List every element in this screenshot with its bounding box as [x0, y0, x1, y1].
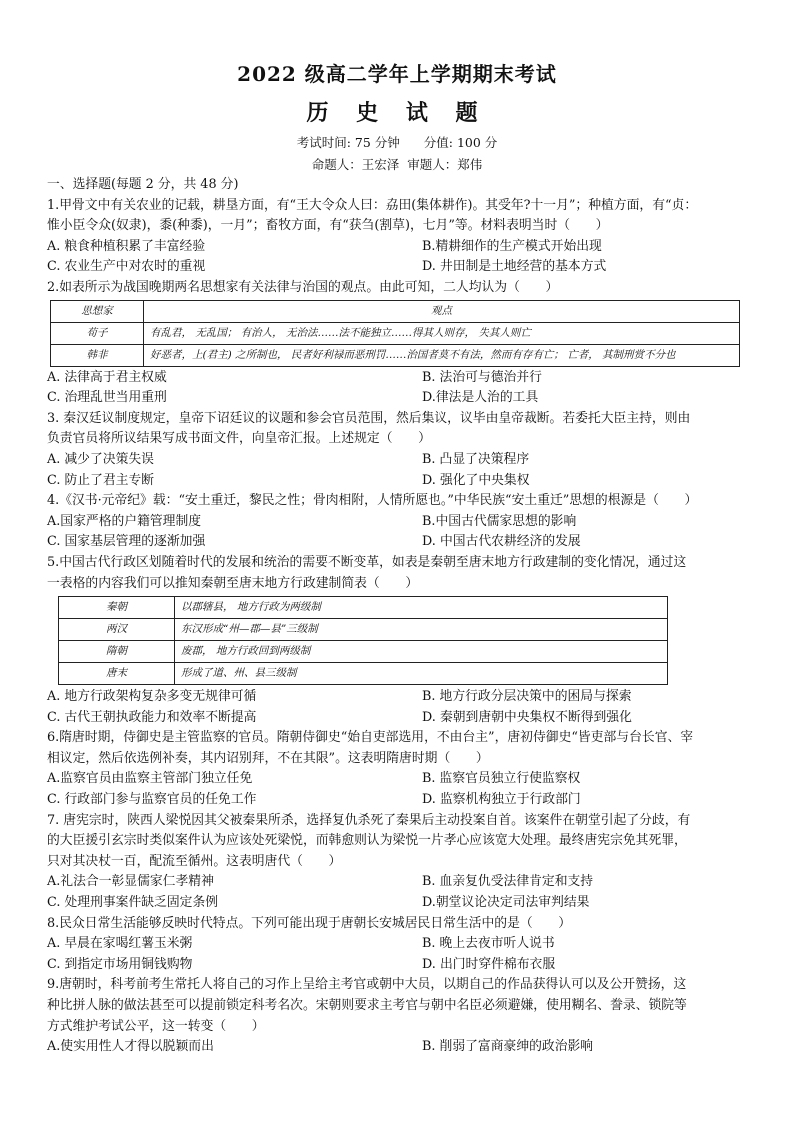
exam-title: 2022 级高二学年上学期期末考试: [237, 62, 557, 86]
option-d: D. 监察机构独立于行政部门: [422, 792, 581, 808]
options: [47, 1037, 747, 1058]
section-heading: 一、选择题(每题 2 分，共 48 分): [47, 177, 239, 192]
desc-cell: 废郡， 地方行政回到两级制: [175, 641, 668, 663]
era-cell: 两汉: [59, 619, 175, 641]
question-1: [47, 196, 747, 278]
option-c: C. 古代王朝执政能力和效率不断提高: [47, 709, 257, 725]
question-stem-line: 一表格的内容我们可以推知秦朝至唐末地方行政建制简表（ ）: [47, 575, 419, 591]
desc-cell: 东汉形成“州—郡—县”三级制: [175, 619, 668, 641]
question-stem-line: 种比拼人脉的做法甚至可以提前锁定科考名次。宋朝则要求主考官与朝中名臣必须避嫌，使用糊名、誊录、锁院等: [47, 998, 687, 1013]
option-a: A.监察官员由监察主管部门独立任免: [47, 771, 253, 787]
option-b: B. 地方行政分层决策中的困局与探索: [422, 689, 632, 705]
option-a: A. 地方行政架构复杂多变无规律可循: [47, 689, 257, 705]
question-stem-line: 的大臣援引玄宗时类似案件认为应该处死梁悦，而韩愈则认为梁悦一片孝心应该宽大处理。最终唐宪宗免其死罪，: [47, 833, 687, 849]
option-a: A. 早晨在家喝红薯玉米粥: [47, 936, 193, 952]
question-3: [47, 409, 747, 491]
option-c: C. 农业生产中对农时的重视: [47, 259, 206, 275]
question-stem-line: 相议定，然后依选例补奏，其内诏别拜，不在其限”。这表明隋唐时期（ ）: [47, 750, 489, 766]
question-stem-line: 方式维护考试公平，这一转变（ ）: [47, 1018, 265, 1034]
thinkers-table: [50, 300, 740, 367]
option-b: B. 法治可与德治并行: [422, 369, 542, 385]
table-row: [59, 619, 668, 641]
question-stem-line: 3. 秦汉廷议制度规定，皇帝下诏廷议的议题和参会官员范围，然后集议，议毕由皇帝裁断。若委托大臣主持，则由: [47, 410, 691, 426]
question-8: [47, 914, 747, 976]
question-stem-line: 7. 唐宪宗时，陕西人梁悦因其父被秦果所杀，选择复仇杀死了秦果后主动投案自首。该案件在朝堂引起了分歧，有: [47, 812, 691, 828]
options: [47, 687, 747, 728]
question-5: [47, 553, 747, 728]
option-c: C. 行政部门参与监察官员的任免工作: [47, 792, 257, 808]
question-6: [47, 728, 747, 810]
option-b: B. 监察官员独立行使监察权: [422, 771, 581, 787]
option-d: D. 强化了中央集权: [422, 472, 530, 488]
options: [47, 237, 747, 278]
question-7: [47, 811, 747, 914]
question-stem-line: 2.如表所示为战国晚期两名思想家有关法律与治国的观点。由此可知，二人均认为（ ）: [47, 279, 559, 295]
question-stem-line: 4.《汉书·元帝纪》载：“安土重迁，黎民之性；骨肉相附，人情所愿也。”中华民族“安土重迁”思想的根源是（ ）: [47, 493, 698, 509]
table-row: [59, 597, 668, 619]
table-row: [51, 344, 740, 366]
exam-reviewer: 审题人：郑伟: [407, 157, 483, 172]
thinker-view: 有乱君， 无乱国； 有治人， 无治法……法不能独立……得其人则存， 失其人则亡: [144, 322, 740, 344]
options: [47, 872, 747, 913]
option-d: D. 井田制是土地经营的基本方式: [422, 259, 607, 275]
option-d: D.律法是人治的工具: [422, 390, 539, 406]
option-c: C. 治理乱世当用重刑: [47, 390, 167, 406]
exam-meta-authors: [0, 155, 794, 173]
option-c: C. 国家基层管理的逐渐加强: [47, 534, 206, 550]
question-stem-line: 6.隋唐时期，侍御史是主管监察的官员。隋朝侍御史“始自吏部选用，不由台主”，唐初侍御史“皆吏部与台长官、宰: [47, 730, 694, 746]
era-cell: 唐末: [59, 663, 175, 685]
question-2: [47, 278, 747, 409]
desc-cell: 形成了道、州、县三级制: [175, 663, 668, 685]
question-stem-line: 惟小臣令众(奴隶)，黍(种黍)，一月”；畜牧方面，有“获刍(割草)，七月”等。材料表明当时（ ）: [47, 218, 609, 234]
option-a: A. 粮食种植积累了丰富经验: [47, 238, 206, 254]
table-header-cell: 思想家: [51, 300, 144, 322]
option-a: A.国家严格的户籍管理制度: [47, 513, 202, 529]
option-a: A.礼法合一彰显儒家仁孝精神: [47, 874, 214, 890]
admin-system-table: [58, 596, 668, 685]
exam-setter: 命题人：王宏泽: [311, 157, 400, 172]
options: [47, 368, 747, 409]
table-row: [51, 322, 740, 344]
exam-score: 分值: 100 分: [423, 135, 498, 150]
options: [47, 512, 747, 553]
era-cell: 秦朝: [59, 597, 175, 619]
question-4: [47, 491, 747, 553]
option-b: B. 血亲复仇受法律肯定和支持: [422, 874, 594, 890]
era-cell: 隋朝: [59, 641, 175, 663]
option-d: D. 中国古代农耕经济的发展: [422, 534, 581, 550]
table-header-cell: 观点: [144, 300, 740, 322]
option-b: B.中国古代儒家思想的影响: [422, 513, 577, 529]
option-d: D. 出门时穿件棉布衣服: [422, 956, 556, 972]
question-9: [47, 975, 747, 1057]
option-c: C. 到指定市场用铜钱购物: [47, 956, 193, 972]
option-d: D. 秦朝到唐朝中央集权不断得到强化: [422, 709, 632, 725]
thinker-name: 荀子: [51, 322, 144, 344]
option-b: B. 晚上去夜市听人说书: [422, 936, 555, 952]
question-stem-line: 9.唐朝时，科考前考生常托人将自己的习作上呈给主考官或朝中大员，以期自己的作品获得认可以及公开赞扬，这: [47, 977, 687, 993]
question-stem-line: 只对其决杖一百，配流至循州。这表明唐代（ ）: [47, 853, 342, 869]
exam-time: 考试时间: 75 分钟: [296, 135, 400, 150]
question-stem-line: 5.中国古代行政区划随着时代的发展和统治的需要不断变革，如表是秦朝至唐末地方行政建制的变化情况，通过这: [47, 554, 687, 570]
option-a: A. 法律高于君主权威: [47, 369, 167, 385]
question-stem-line: 1.甲骨文中有关农业的记载，耕垦方面，有“王大令众人曰：劦田(集体耕作)。其受年?十一月”；种植方面，有“贞：: [47, 197, 698, 213]
option-a: A.使实用性人才得以脱颖而出: [47, 1039, 214, 1055]
option-b: B.精耕细作的生产模式开始出现: [422, 238, 602, 254]
option-b: B. 凸显了决策程序: [422, 451, 530, 467]
question-body: [47, 175, 747, 1058]
exam-meta-time: [0, 133, 794, 151]
options: [47, 450, 747, 491]
desc-cell: 以郡辖县， 地方行政为两级制: [175, 597, 668, 619]
exam-subject: 历 史 试 题: [306, 100, 488, 126]
table-header-row: [51, 300, 740, 322]
options: [47, 934, 747, 975]
question-stem-line: 8.民众日常生活能够反映时代特点。下列可能出现于唐朝长安城居民日常生活中的是（ ）: [47, 915, 572, 931]
option-a: A. 减少了决策失误: [47, 451, 154, 467]
option-d: D.朝堂议论决定司法审判结果: [422, 895, 590, 911]
table-row: [59, 641, 668, 663]
question-stem-line: 负责官员将所议结果写成书面文件，向皇帝汇报。上述规定（ ）: [47, 431, 431, 447]
table-row: [59, 663, 668, 685]
option-b: B. 削弱了富商豪绅的政治影响: [422, 1039, 594, 1055]
options: [47, 769, 747, 810]
option-c: C. 处理刑事案件缺乏固定条例: [47, 895, 219, 911]
thinker-view: 好恶者，上(君主) 之所制也， 民者好利禄而恶刑罚……治国者莫不有法，然而有存有亡； 亡者， 其制刑赏不分也: [144, 344, 740, 366]
option-c: C. 防止了君主专断: [47, 472, 155, 488]
thinker-name: 韩非: [51, 344, 144, 366]
